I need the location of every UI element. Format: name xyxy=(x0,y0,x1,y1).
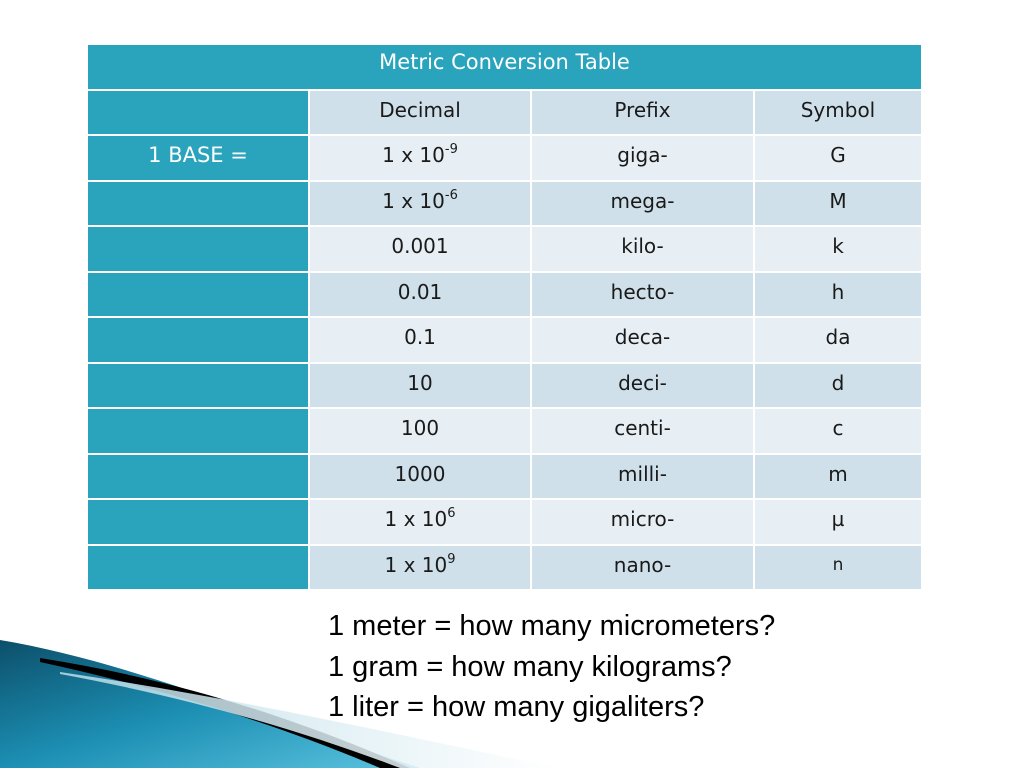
decimal-value: 1 x 10 xyxy=(384,552,448,577)
decimal-cell xyxy=(309,363,531,409)
table-row xyxy=(87,272,922,318)
symbol-cell: G xyxy=(754,135,922,181)
prefix-cell: milli- xyxy=(531,454,754,500)
prefix-cell: deca- xyxy=(531,317,754,363)
base-cell xyxy=(87,363,309,409)
question-liter: 1 liter = how many gigaliters? xyxy=(328,691,705,723)
decorative-swoosh xyxy=(0,600,1024,768)
base-cell: 1 BASE = xyxy=(87,135,309,181)
prefix-cell: centi- xyxy=(531,408,754,454)
table-row xyxy=(87,135,922,181)
decimal-cell xyxy=(309,499,531,545)
symbol-cell: m xyxy=(754,454,922,500)
metric-conversion-table xyxy=(86,43,923,591)
decimal-cell xyxy=(309,408,531,454)
decimal-value: 1 x 10 xyxy=(384,507,448,531)
table-row xyxy=(87,226,922,272)
base-cell xyxy=(87,317,309,363)
decimal-cell xyxy=(309,135,531,181)
prefix-cell: hecto- xyxy=(531,272,754,318)
table-row xyxy=(87,363,922,409)
prefix-cell: giga- xyxy=(531,135,754,181)
table-row xyxy=(87,454,922,500)
header-row xyxy=(87,90,922,136)
decimal-value: 1 x 10 xyxy=(382,143,445,167)
header-prefix: Prefix xyxy=(531,90,754,136)
base-cell xyxy=(87,545,309,591)
base-cell xyxy=(87,408,309,454)
table-row xyxy=(87,317,922,363)
decimal-exponent: 6 xyxy=(447,506,456,522)
decimal-value: 1 x 10 xyxy=(382,188,445,213)
decimal-cell xyxy=(309,317,531,363)
symbol-cell: d xyxy=(754,363,922,409)
header-decimal: Decimal xyxy=(309,90,531,136)
base-cell xyxy=(87,272,309,318)
table-title: Metric Conversion Table xyxy=(87,44,922,90)
table-row xyxy=(87,499,922,545)
decimal-value: 0.01 xyxy=(397,279,443,304)
symbol-cell: c xyxy=(754,408,922,454)
symbol-cell: n xyxy=(754,545,922,591)
header-symbol: Symbol xyxy=(754,90,922,136)
table-row xyxy=(87,545,922,591)
decimal-exponent: 9 xyxy=(447,551,456,567)
decimal-exponent: -9 xyxy=(444,142,458,158)
symbol-cell: da xyxy=(754,317,922,363)
decimal-cell xyxy=(309,454,531,500)
base-cell xyxy=(87,226,309,272)
prefix-cell: nano- xyxy=(531,545,754,591)
decimal-cell xyxy=(309,272,531,318)
decimal-value: 100 xyxy=(400,416,440,440)
prefix-cell: kilo- xyxy=(531,226,754,272)
decimal-cell xyxy=(309,545,531,591)
decimal-value: 10 xyxy=(407,370,433,395)
decimal-value: 0.001 xyxy=(391,234,449,258)
header-empty-cell xyxy=(87,90,309,136)
base-cell xyxy=(87,181,309,227)
symbol-cell: h xyxy=(754,272,922,318)
symbol-cell: M xyxy=(754,181,922,227)
decimal-cell xyxy=(309,181,531,227)
table-row xyxy=(87,181,922,227)
question-meter: 1 meter = how many micrometers? xyxy=(328,610,776,642)
symbol-cell: µ xyxy=(754,499,922,545)
symbol-cell: k xyxy=(754,226,922,272)
base-cell xyxy=(87,454,309,500)
prefix-cell: mega- xyxy=(531,181,754,227)
decimal-value: 0.1 xyxy=(404,325,436,349)
base-cell xyxy=(87,499,309,545)
question-gram: 1 gram = how many kilograms? xyxy=(328,650,732,683)
decimal-cell xyxy=(309,226,531,272)
table-row xyxy=(87,408,922,454)
decimal-value: 1000 xyxy=(394,461,446,486)
prefix-cell: micro- xyxy=(531,499,754,545)
prefix-cell: deci- xyxy=(531,363,754,409)
table-body xyxy=(87,90,922,591)
decimal-exponent: -6 xyxy=(444,187,458,203)
